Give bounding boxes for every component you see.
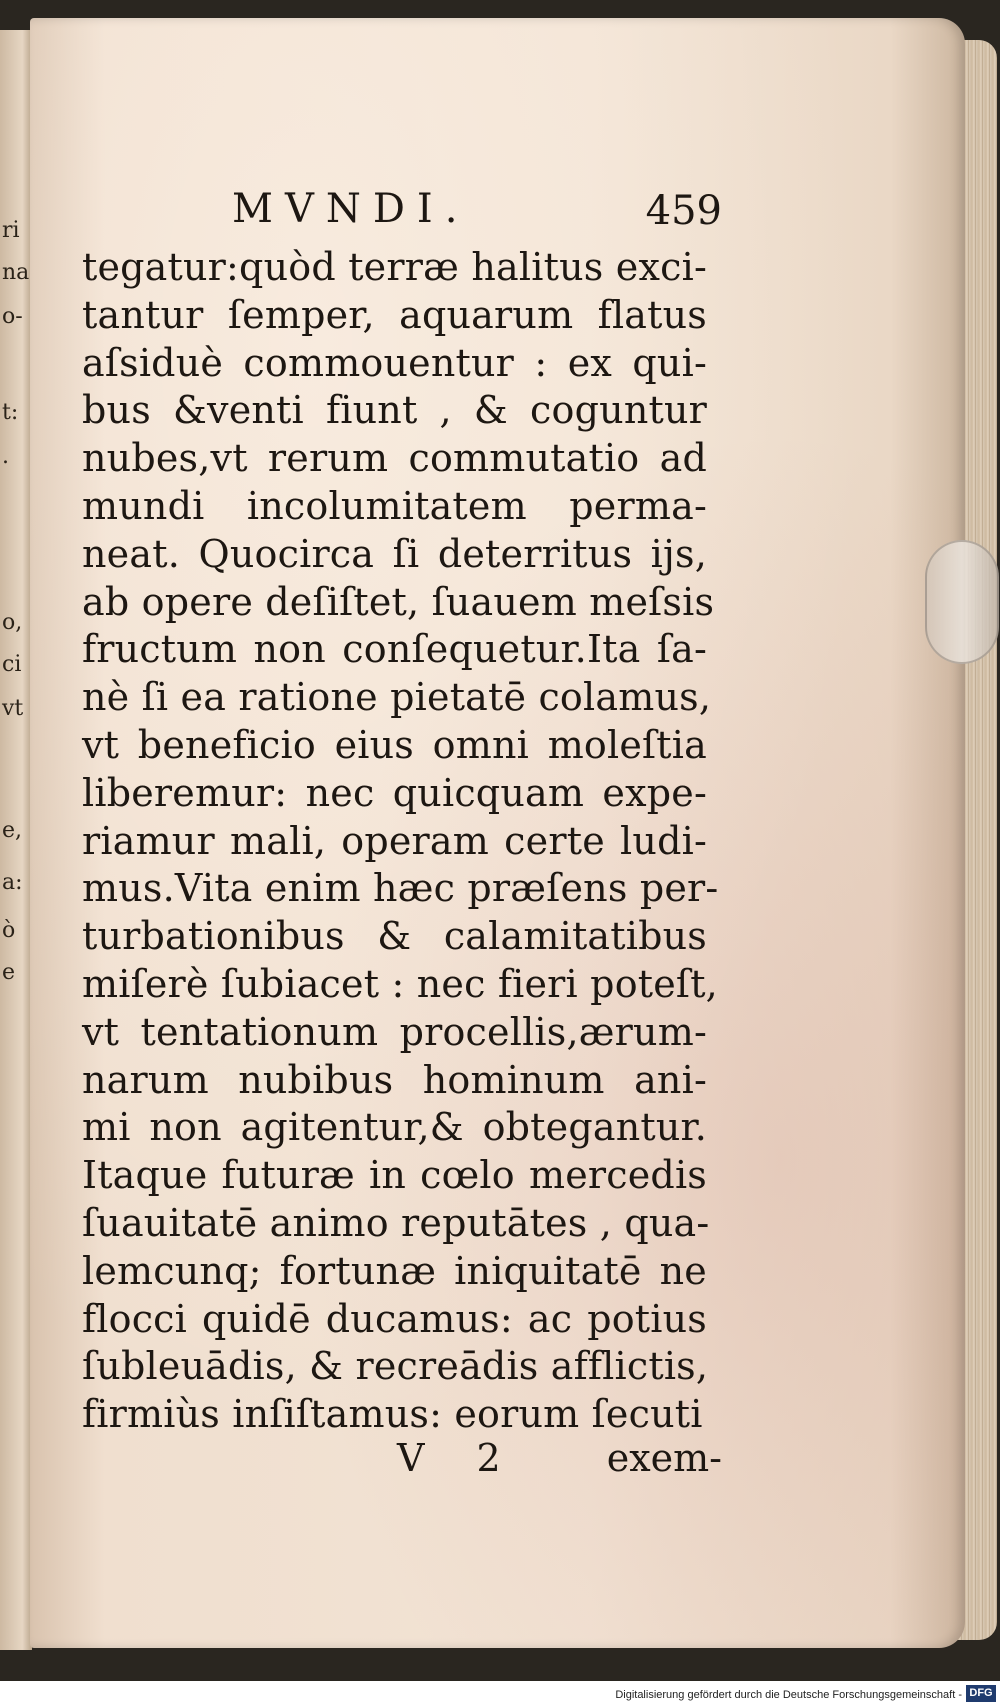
prev-page-fragment: ri [2,218,20,243]
prev-page-fragment: . [2,444,9,469]
prev-page-fragment: ò [2,918,16,943]
text-line: tantur ſemper, aquarum flatus [82,292,707,337]
text-line: narum nubibus hominum ani- [82,1057,707,1102]
text-line: ſubleuādis, & recreādis afflictis, [82,1344,709,1389]
body-text [82,244,719,1439]
text-line: neat. Quocirca ſi deterritus ijs, [82,531,707,576]
text-line: vt beneficio eius omni moleſtia [82,722,707,767]
text-line: aſsiduè commouentur : ex qui- [82,340,707,385]
footer-bar [0,1681,1000,1705]
text-line: ſuauitatē animo reputātes , qua- [82,1200,710,1245]
text-line: lemcunq; fortunæ iniquitatē ne [82,1248,707,1293]
text-line: tegatur:quòd terræ halitus exci- [82,245,707,289]
prev-page-fragment: na [2,260,30,285]
running-title: MVNDI. [232,186,470,232]
clip-clasp [925,540,999,664]
footer-credit: Digitalisierung gefördert durch die Deutsche Forschungsgemeinschaft - [615,1689,962,1701]
prev-page-fragment: o- [2,304,23,329]
text-line: liberemur: nec quicquam expe- [82,770,707,815]
prev-page-fragment: ci [2,652,22,677]
prev-page-fragment: e, [2,818,23,843]
signature-line [337,1436,722,1486]
text-line: nubes,vt rerum commutatio ad [82,436,707,481]
text-line: mi non agitentur,& obtegantur. [82,1105,707,1150]
text-line: ab opere deſiſtet, ſuauem meſsis [82,579,715,624]
page-number: 459 [645,188,722,234]
text-line: firmiùs inſiſtamus: eorum ſecuti [82,1392,703,1437]
prev-page-fragment: vt [2,696,24,721]
text-line: miſerè ſubiacet : nec fieri poteſt, [82,961,718,1006]
signature-mark: V 2 [397,1436,521,1480]
text-line: Itaque futuræ in cœlo mercedis [82,1153,707,1198]
text-line: vt tentationum procellis,ærum- [82,1009,707,1054]
text-line: mundi incolumitatem perma- [82,483,707,528]
book-page [30,18,965,1648]
running-head [232,186,722,242]
text-line: riamur mali, operam certe ludi- [82,818,707,863]
dfg-logo: DFG [966,1685,996,1702]
prev-page-fragment: a: [2,870,23,895]
prev-page-fragment: t: [2,400,19,425]
catchword: exem- [606,1436,722,1480]
text-line: nè ſi ea ratione pietatē colamus, [82,675,712,720]
prev-page-fragment: o, [2,610,23,635]
text-line: bus &venti fiunt , & coguntur [82,388,707,433]
text-line: mus.Vita enim hæc præſens per- [82,866,719,911]
prev-page-fragment: e [2,960,16,985]
text-line: flocci quidē ducamus: ac potius [82,1296,707,1341]
text-line: fructum non conſequetur.Ita ſa- [82,627,707,672]
text-line: turbationibus & calamitatibus [82,914,707,959]
previous-page-edge [0,30,32,1650]
